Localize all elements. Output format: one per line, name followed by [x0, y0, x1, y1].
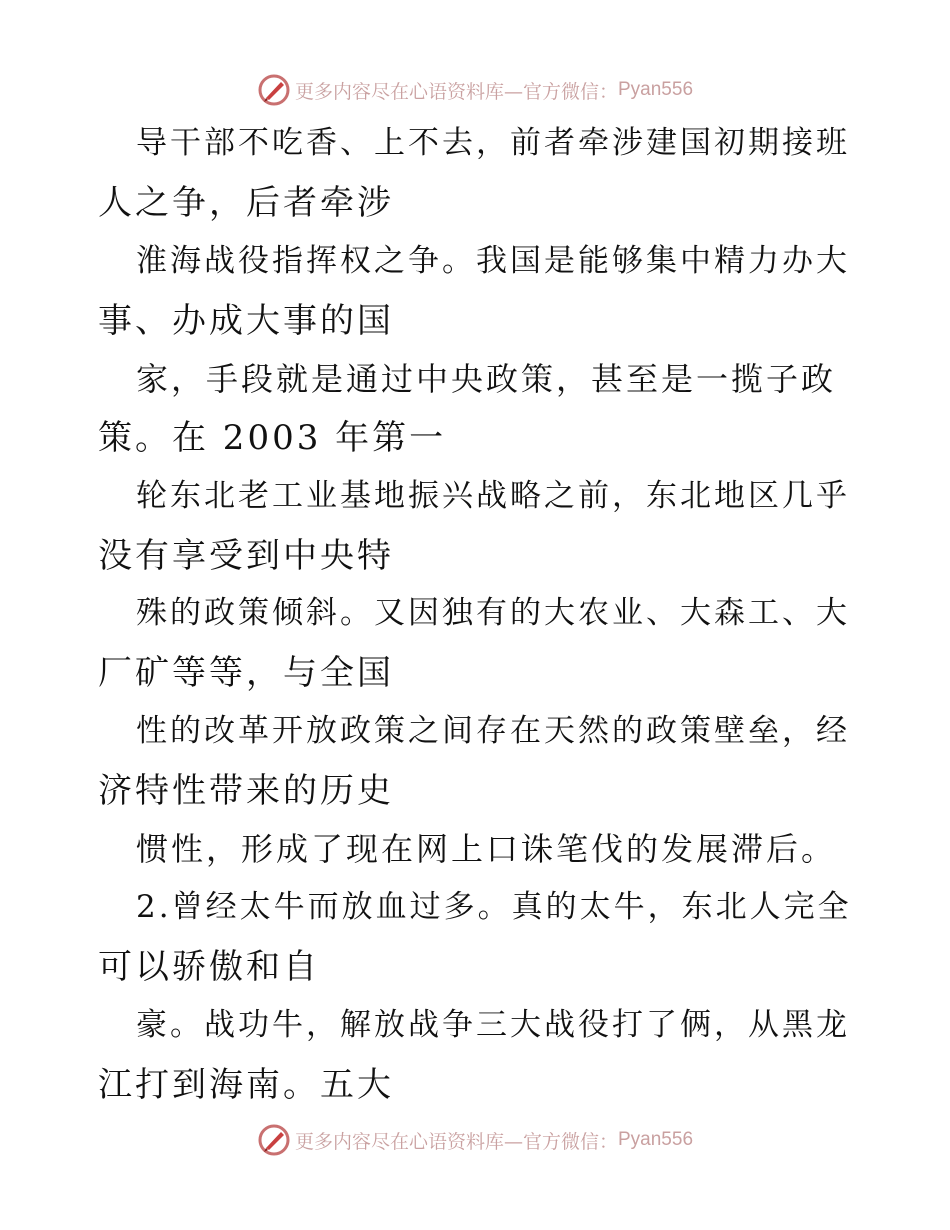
quill-logo-icon — [257, 1123, 291, 1157]
text-line: 2.曾经太牛而放血过多。真的太牛，东北人完全 — [136, 889, 852, 925]
watermark-text: 更多内容尽在心语资料库—官方微信： — [294, 80, 618, 103]
text-line: 可以骄傲和自 — [98, 947, 320, 987]
text-line: 家，手段就是通过中央政策，甚至是一揽子政 — [136, 360, 837, 398]
text-line: 导干部不吃香、上不去，前者牵涉建国初期接班 — [136, 125, 850, 161]
text-line: 轮东北老工业基地振兴战略之前，东北地区几乎 — [136, 478, 850, 514]
text-line: 事、办成大事的国 — [98, 301, 394, 341]
quill-logo-icon — [257, 73, 291, 107]
text-line: 惯性，形成了现在网上口诛笔伐的发展滞后。 — [136, 830, 837, 868]
text-line: 性的改革开放政策之间存在天然的政策壁垒，经 — [136, 713, 850, 749]
text-line: 人之争，后者牵涉 — [98, 183, 394, 223]
text-line: 江打到海南。五大 — [98, 1065, 394, 1105]
watermark-text: 更多内容尽在心语资料库—官方微信： — [294, 1130, 618, 1153]
text-line: 厂矿等等，与全国 — [98, 653, 394, 693]
watermark-wechat-id: Pyan556 — [618, 79, 694, 100]
footer-watermark — [0, 1120, 950, 1160]
text-line: 没有享受到中央特 — [98, 536, 394, 576]
text-line: 豪。战功牛，解放战争三大战役打了俩，从黑龙 — [136, 1007, 850, 1043]
watermark-wechat-id: Pyan556 — [618, 1129, 694, 1150]
text-line: 殊的政策倾斜。又因独有的大农业、大森工、大 — [136, 595, 850, 631]
text-line: 策。在 2003 年第一 — [98, 418, 447, 458]
text-line: 淮海战役指挥权之争。我国是能够集中精力办大 — [136, 243, 850, 279]
header-watermark — [0, 70, 950, 110]
text-line: 济特性带来的历史 — [98, 771, 394, 811]
